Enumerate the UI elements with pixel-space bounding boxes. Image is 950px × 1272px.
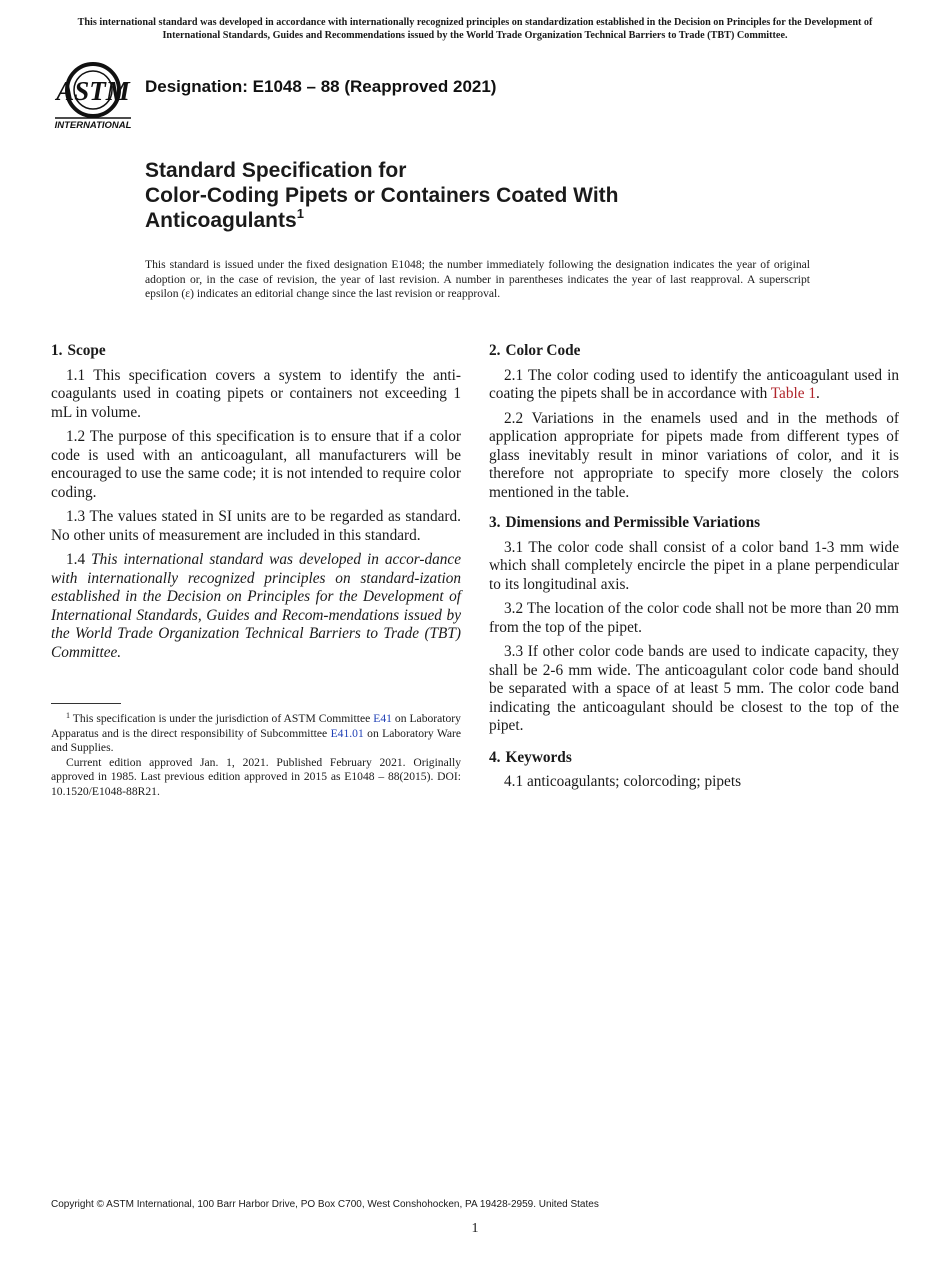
- logo-caption: INTERNATIONAL: [54, 120, 132, 131]
- title-line-3: [145, 208, 845, 233]
- paragraph-1-4: [51, 551, 461, 662]
- section-title: Keywords: [505, 748, 572, 766]
- footnote-1-text-a: This specification is under the jurisdiction of ASTM Committee: [72, 712, 374, 725]
- paragraph-1-3: 1.3 The values stated in SI units are to be regarded as standard. No other units of measurement are included in this standard.: [51, 508, 461, 544]
- title-footnote-mark[interactable]: 1: [296, 206, 304, 221]
- paragraph-number: 1.4: [66, 551, 86, 568]
- logo-word: ASTM: [56, 76, 130, 106]
- footnotes: [51, 712, 461, 800]
- section-number: 2.: [489, 342, 501, 359]
- left-column: [51, 342, 461, 668]
- footnote-1-text-c: on Laboratory Ware and Supplies.: [51, 726, 462, 755]
- header-notice: This international standard was developed in accordance with internationally recognized principles on standardization established in the Decision on Principles for the Development of International Standards, Guides and Recommendations issued by the World Trade Organization Technical Barriers to Trade (TBT) Committee.: [77, 17, 873, 41]
- section-color-code-heading: [489, 342, 899, 361]
- paragraph-1-1: 1.1 This specification covers a system to identify the anti-coagulants used in coating pipets or containers not exceeding 1 mL in volume.: [51, 366, 461, 421]
- paragraph-1-2: 1.2 The purpose of this specification is to ensure that if a color code is used with an anticoagulant, all manufacturers will be encouraged to use the same code; it is not intended to require color coding.: [51, 428, 461, 501]
- section-title: Color Code: [505, 342, 581, 359]
- paragraph-2-2: 2.2 Variations in the enamels used and in the methods of application appropriate for pipets made from different types of glass inevitably result in minor variations of color, and it is therefore not appropriate to specify more closely the colors mentioned in the table.: [489, 409, 899, 501]
- footnote-mark: 1: [66, 711, 70, 720]
- section-number: 3.: [489, 514, 501, 531]
- title-line-1: Standard Specification for: [145, 159, 407, 182]
- designation: Designation: E1048 – 88 (Reapproved 2021): [145, 77, 497, 96]
- astm-logo: [52, 56, 134, 132]
- title-line-2: Color-Coding Pipets or Containers Coated With: [145, 184, 619, 207]
- paragraph-2-1-text: 2.1 The color coding used to identify the anticoagulant used in coating the pipets shall be in accordance with: [489, 366, 899, 402]
- paragraph-3-1: 3.1 The color code shall consist of a color band 1-3 mm wide which shall completely encircle the pipet in a plane perpendicular to its longitudinal axis.: [489, 538, 899, 593]
- committee-e41-link[interactable]: E41: [373, 712, 392, 725]
- footnote-2: Current edition approved Jan. 1, 2021. Published February 2021. Originally approved in 1985. Last previous edition approved in 2015 as E1048 – 88(2015). DOI: 10.1520/E1048-88R21.: [51, 755, 461, 798]
- table-1-link[interactable]: Table 1: [770, 385, 817, 402]
- paragraph-2-1-end: .: [816, 385, 820, 402]
- document-title: [145, 158, 845, 233]
- paragraph-2-1: [489, 367, 899, 404]
- section-number: 1.: [51, 342, 63, 359]
- footnote-divider: [51, 703, 121, 704]
- section-keywords-heading: [489, 749, 899, 768]
- section-title: Dimensions and Permissible Variations: [505, 514, 761, 531]
- title-line-3-text: Anticoagulants: [145, 209, 297, 232]
- section-scope-heading: [51, 342, 461, 361]
- copyright-notice: Copyright © ASTM International, 100 Barr Harbor Drive, PO Box C700, West Conshohocken, PA 19428-2959. United States: [51, 1199, 599, 1210]
- paragraph-4-1: 4.1 anticoagulants; colorcoding; pipets: [504, 773, 742, 790]
- right-column: [489, 342, 899, 798]
- section-dimensions-heading: [489, 514, 899, 533]
- page-number: 1: [471, 1221, 479, 1236]
- subcommittee-e41-01-link[interactable]: E41.01: [330, 726, 364, 740]
- section-number: 4.: [489, 748, 501, 766]
- footnote-1-text-b: on Laboratory Apparatus and is the direct responsibility of Subcommittee: [51, 712, 461, 740]
- paragraph-3-2: 3.2 The location of the color code shall not be more than 20 mm from the top of the pipet.: [489, 600, 899, 636]
- footnote-1: [51, 712, 461, 756]
- section-title: Scope: [67, 342, 106, 359]
- issue-statement: This standard is issued under the fixed designation E1048; the number immediately following the designation indicates the year of original adoption or, in the case of revision, the year of last revision. A number in parentheses indicates the year of last reapproval. A superscript epsilon (ε) indicates an editorial change since the last revision or reapproval.: [145, 258, 810, 301]
- paragraph-1-4-text: This international standard was developed in accor-dance with internationally recognized principles on standard-ization established in the Decision on Principles for the Development of International Standards, Guides and Recom-mendations issued by the World Trade Organization Technical Barriers to Trade (TBT) Committee.: [51, 551, 461, 661]
- paragraph-3-3: 3.3 If other color code bands are used to indicate capacity, they shall be 2-6 mm wide. The anticoagulant color code band should be separated with a space of at least 5 mm. The color code band indicating the anticoagulant should be closest to the top of the pipet.: [489, 643, 899, 734]
